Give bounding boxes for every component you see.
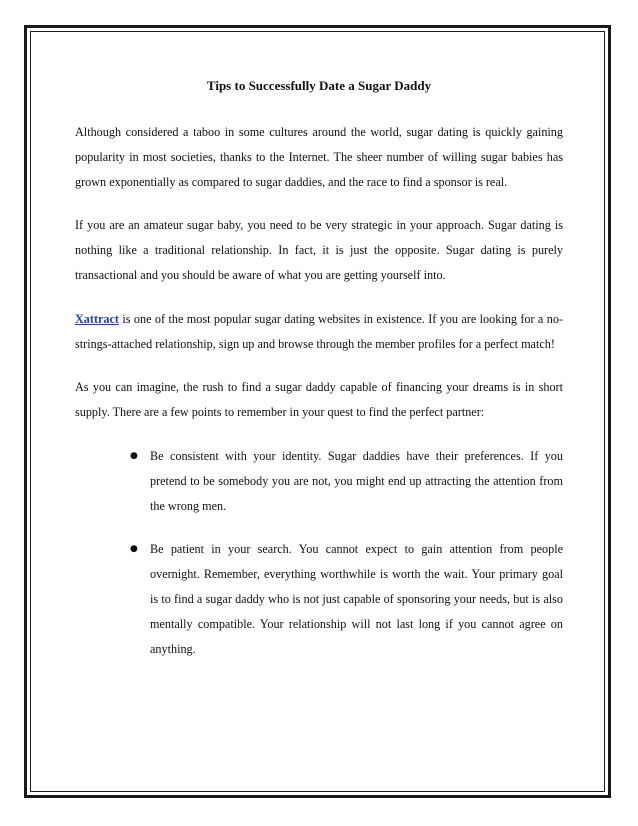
paragraph-points: As you can imagine, the rush to find a sugar daddy capable of financing your dreams is in short supply. There are a few points to remember in your quest to find the perfect partner: <box>75 380 563 420</box>
list-item-text: Be patient in your search. You cannot expect to gain attention from people overnight. Remember, everything worthwhile is worth the wait. Your primary goal is to find a sugar daddy who is not just capable of sponsoring your needs, but is also mentally compatible. Your relationship will not last long if you cannot agree on anything. <box>150 542 563 656</box>
list-item <box>75 537 563 661</box>
bullet-icon: ● <box>130 450 138 461</box>
xattract-link[interactable]: Xattract <box>75 311 119 326</box>
paragraph-xattract-text: is one of the most popular sugar dating websites in existence. If you are looking for a no-strings-attached relationship, sign up and browse through the member profiles for a perfect match! <box>75 311 563 351</box>
paragraph-intro: Although considered a taboo in some cultures around the world, sugar dating is quickly gaining popularity in most societies, thanks to the Internet. The sheer number of willing sugar babies has grown exponentially as compared to sugar daddies, and the race to find a sponsor is real. <box>75 125 563 189</box>
paragraph-xattract <box>75 307 563 357</box>
tips-list <box>75 444 563 661</box>
document-title: Tips to Successfully Date a Sugar Daddy <box>206 78 432 93</box>
list-item <box>75 444 563 518</box>
paragraph-amateur: If you are an amateur sugar baby, you need to be very strategic in your approach. Sugar dating is nothing like a traditional relationship. In fact, it is just the opposite. Sugar dating is purely transactional and you should be aware of what you are getting yourself into. <box>75 218 563 282</box>
document-body <box>75 78 563 680</box>
bullet-icon: ● <box>130 544 138 555</box>
list-item-text: Be consistent with your identity. Sugar daddies have their preferences. If you pretend to be somebody you are not, you might end up attracting the attention from the wrong men. <box>150 448 563 513</box>
